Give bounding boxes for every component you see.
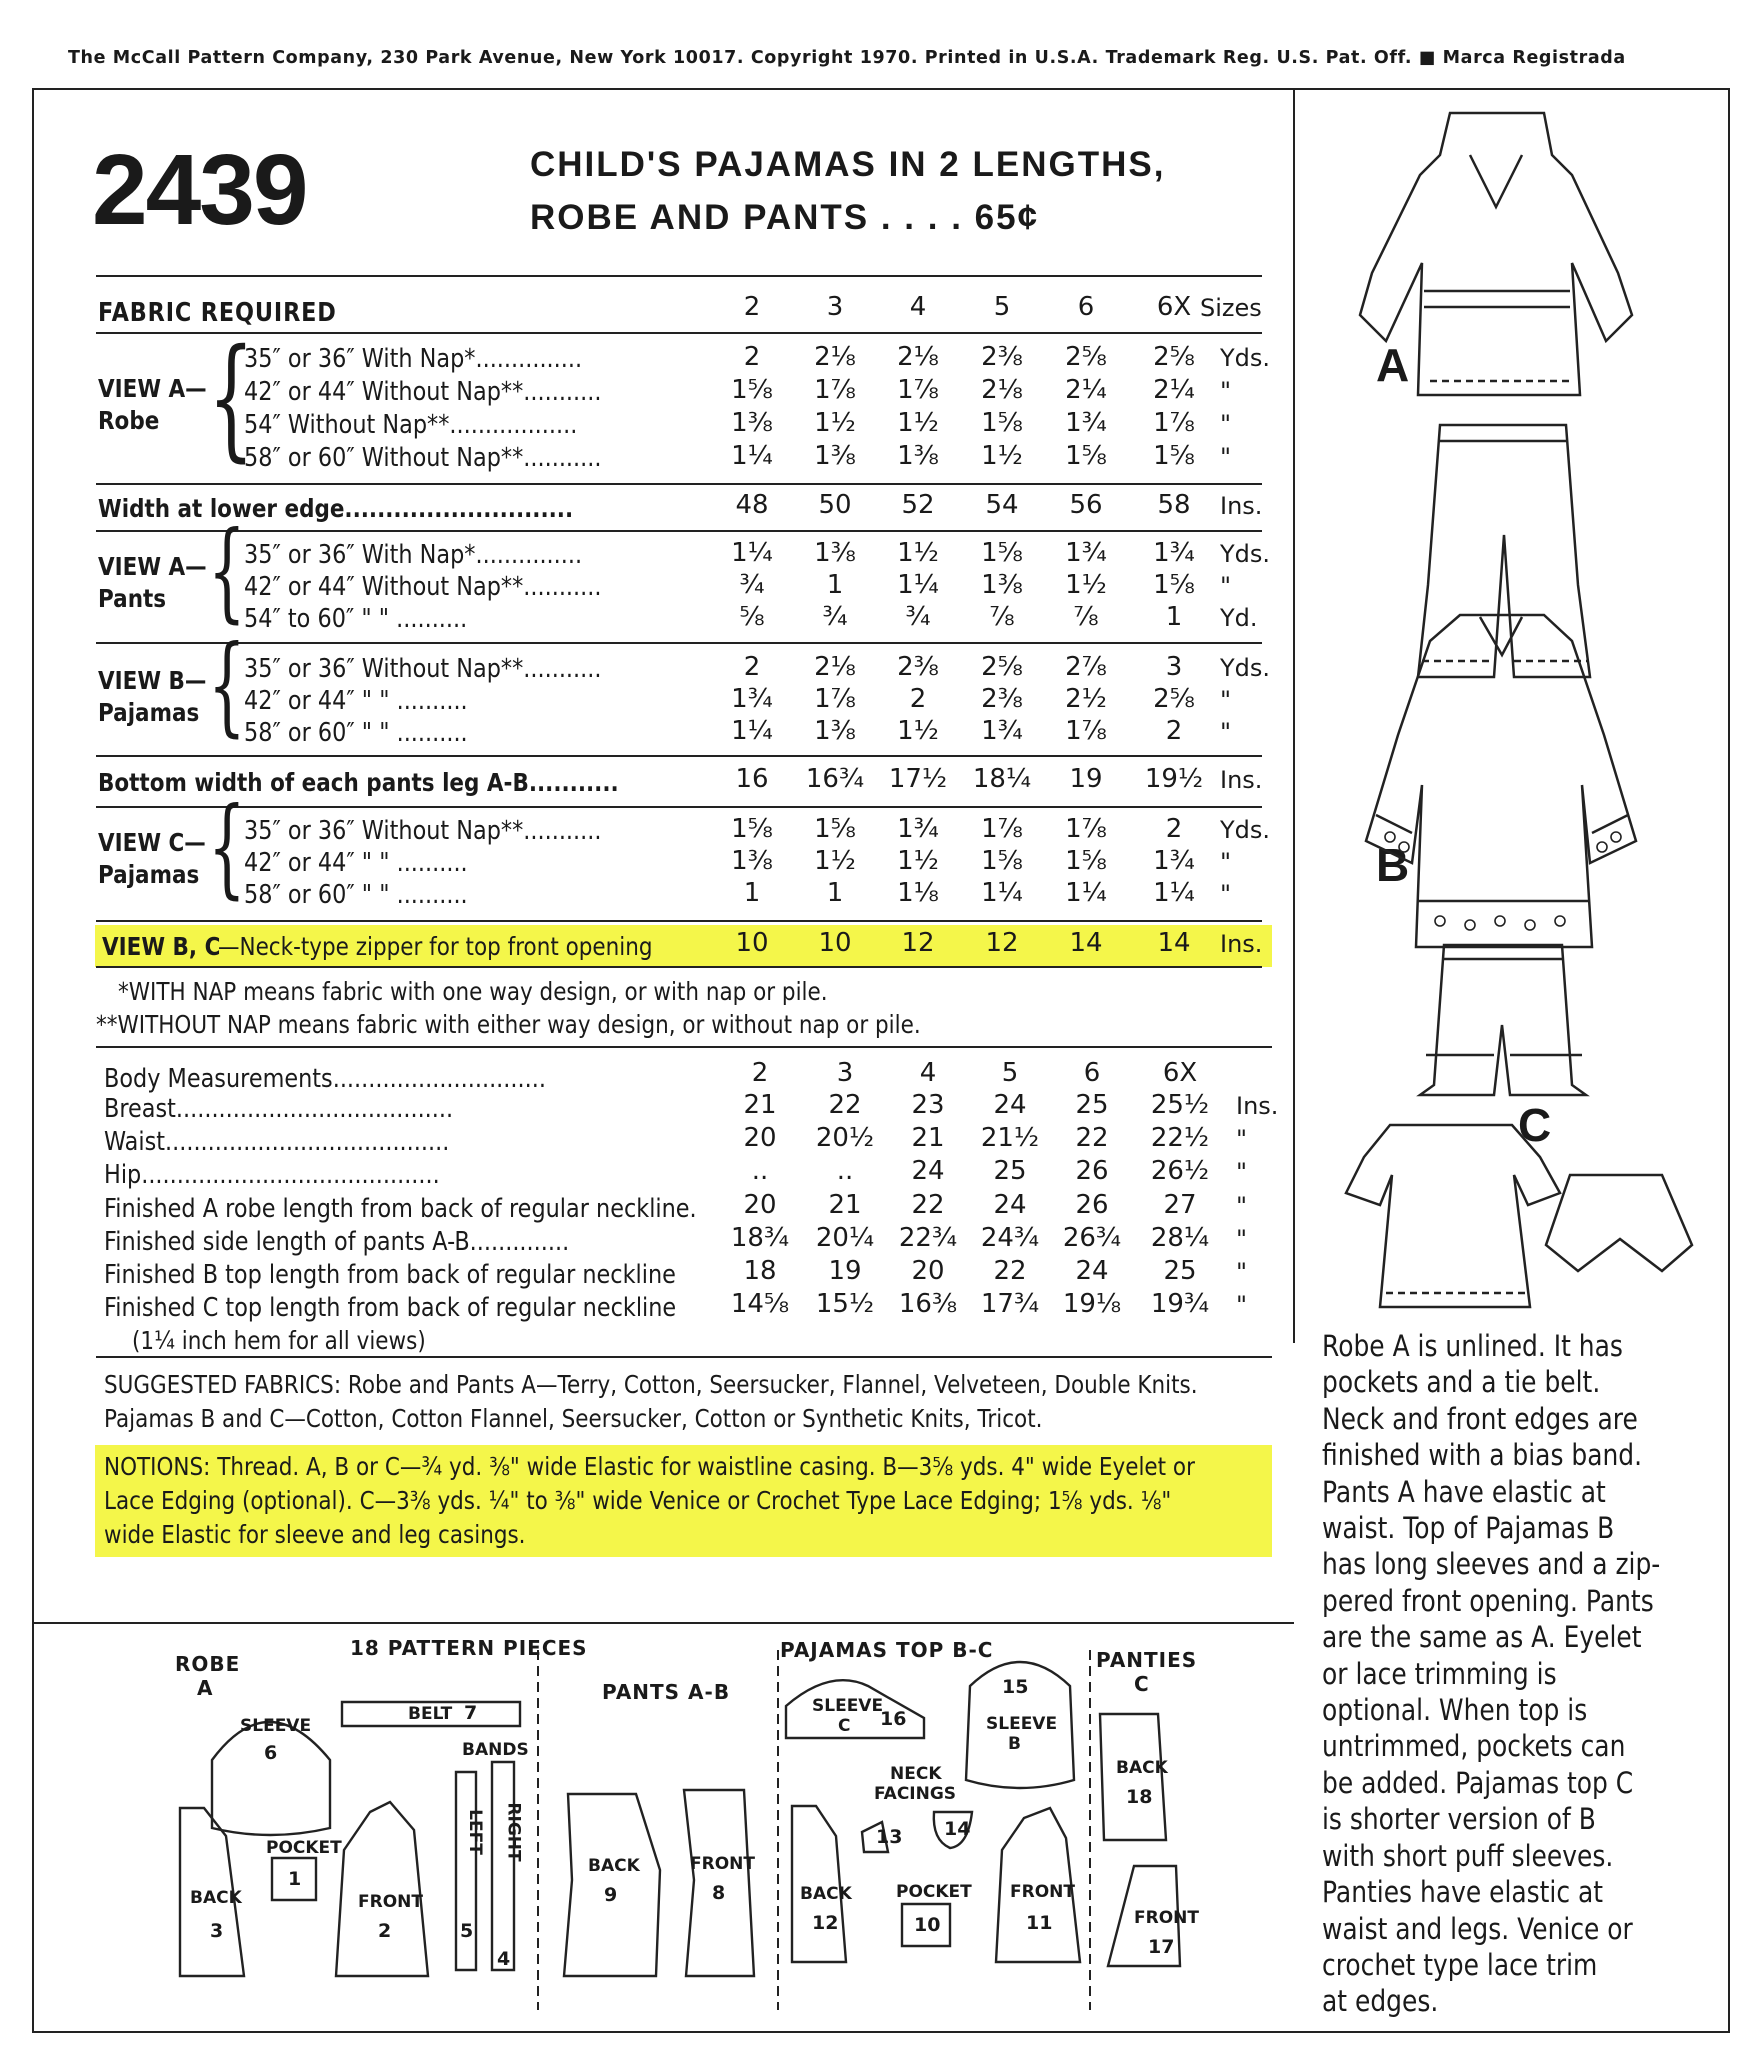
- robe-row-0-size-6X: 2⅝: [1153, 342, 1195, 372]
- description-line: Pants A have elastic at: [1322, 1474, 1606, 1509]
- pants-a-row-2-size-6X: 1: [1165, 602, 1183, 632]
- view-c-row-2-unit: ": [1220, 880, 1232, 908]
- publisher-line: The McCall Pattern Company, 230 Park Avenue, New York 10017. Copyright 1970. Printed in U.S.A. Trademark Reg. U.S. Pat. Off. ■ Marca Registrada: [68, 48, 1626, 68]
- zipper-unit: Ins.: [1220, 930, 1263, 958]
- view-b-row-1-size-4: 2: [909, 684, 927, 714]
- view-b-row-0-size-4: 2⅜: [897, 652, 939, 682]
- robe-label-2: Robe: [98, 406, 160, 435]
- sleeve-6-number: 6: [264, 1742, 278, 1764]
- description: [1322, 1328, 1682, 2020]
- robe-row-2-size-2: 1⅜: [731, 408, 773, 438]
- description-line: be added. Pajamas top C: [1322, 1765, 1634, 1800]
- view-b-row-1-size-2: 1¾: [731, 684, 773, 714]
- robe-row-3-size-5: 1½: [981, 441, 1023, 471]
- description-line: finished with a bias band.: [1322, 1438, 1643, 1473]
- robe-row-1-size-3: 1⅞: [814, 375, 856, 405]
- pants-a-row-2-size-4: ¾: [905, 602, 931, 632]
- neck-facing-14: 14: [944, 1818, 971, 1840]
- top-back-label: BACK: [800, 1884, 852, 1904]
- body-row-0-size-5: 24: [993, 1090, 1027, 1120]
- top-back-number: 12: [812, 1912, 839, 1934]
- body-row-6-size-5: 17¾: [980, 1289, 1040, 1320]
- view-b-row-label-2: 58″ or 60″ " " ..........: [244, 718, 468, 748]
- body-row-2-size-6: 26: [1075, 1156, 1109, 1187]
- pants-a-row-2-size-5: ⅞: [989, 602, 1015, 632]
- sleeve-c-label: SLEEVE: [812, 1696, 884, 1716]
- robe-row-1-size-5: 2⅛: [981, 375, 1023, 405]
- zipper-size-2: 10: [735, 928, 769, 958]
- pants-back-number: 9: [604, 1884, 618, 1906]
- description-line: is shorter version of B: [1322, 1802, 1596, 1837]
- body-row-2-size-6X: 26½: [1150, 1156, 1210, 1187]
- robe-label-1: VIEW A—: [98, 374, 207, 403]
- body-row-0-size-6X: 25½: [1150, 1090, 1210, 1120]
- neck-facings-label-2: FACINGS: [874, 1784, 957, 1804]
- body-row-3-size-2: 20: [743, 1189, 777, 1220]
- pants-a-row-label-2: 54″ to 60″ " " ..........: [244, 604, 468, 634]
- view-c-label-2: Pajamas: [98, 860, 200, 889]
- band-right-label: RIGHT: [503, 1802, 524, 1862]
- notions-2: Lace Edging (optional). C—3⅜ yds. ¼" to ⅜" wide Venice or Crochet Type Lace Edging; 1⅝ yds. ⅛": [104, 1486, 1172, 1515]
- title-line-1: CHILD'S PAJAMAS IN 2 LENGTHS,: [530, 145, 1166, 184]
- pants-a-row-2-size-3: ¾: [822, 602, 848, 632]
- view-b-row-label-1: 42″ or 44″ " " ..........: [244, 686, 468, 716]
- top-pocket-number: 10: [914, 1914, 941, 1936]
- pants-a-row-2-size-2: ⅝: [739, 602, 765, 632]
- robe-pocket-number: 1: [288, 1868, 302, 1890]
- width-label: Width at lower edge............................: [98, 494, 574, 523]
- pants-a-brace: {: [208, 509, 246, 634]
- view-c-row-0-size-2: 1⅝: [731, 814, 773, 844]
- body-row-0-unit: Ins.: [1236, 1092, 1279, 1120]
- pants-a-row-0-size-5: 1⅝: [981, 538, 1023, 568]
- robe-row-0-size-5: 2⅜: [981, 342, 1023, 372]
- body-size-2: 2: [751, 1058, 769, 1088]
- belt-number: 7: [464, 1702, 478, 1724]
- title-line-2: ROBE AND PANTS . . . . 65¢: [530, 198, 1040, 237]
- description-line: optional. When top is: [1322, 1693, 1588, 1728]
- panties-back-label: BACK: [1116, 1758, 1168, 1778]
- body-row-0-size-2: 21: [743, 1090, 777, 1120]
- robe-row-1-size-6: 2¼: [1065, 375, 1107, 405]
- view-b-row-0-size-3: 2⅛: [814, 652, 856, 682]
- pajama-top-b-drawing: [1366, 615, 1636, 947]
- body-row-3-size-6X: 27: [1163, 1189, 1197, 1220]
- view-c-row-1-size-4: 1½: [897, 846, 939, 876]
- sleeve-b-sub: B: [1008, 1734, 1021, 1754]
- view-c-row-1-size-6: 1⅝: [1065, 846, 1107, 876]
- view-c-brace: {: [208, 785, 246, 910]
- zipper-size-6: 14: [1069, 928, 1103, 958]
- body-row-5-size-4: 20: [911, 1256, 945, 1286]
- view-c-row-1-size-2: 1⅜: [731, 846, 773, 876]
- description-line: pockets and a tie belt.: [1322, 1365, 1601, 1400]
- body-row-2-size-2: ..: [751, 1156, 769, 1187]
- view-b-row-2-size-6: 1⅞: [1065, 716, 1107, 746]
- view-letter-b: B: [1376, 839, 1410, 891]
- description-line: at edges.: [1322, 1984, 1439, 2019]
- robe-front-label: FRONT: [358, 1892, 423, 1912]
- pants-a-row-1-size-3: 1: [826, 570, 844, 600]
- view-b-row-1-size-3: 1⅞: [814, 684, 856, 714]
- pants-a-row-0-size-2: 1¼: [731, 538, 773, 568]
- body-row-1-size-2: 20: [743, 1123, 777, 1154]
- view-c-row-1-size-5: 1⅝: [981, 846, 1023, 876]
- body-row-5-size-3: 19: [828, 1256, 862, 1286]
- view-c-row-2-size-2: 1: [743, 878, 761, 908]
- body-row-4-size-6: 26¾: [1062, 1222, 1122, 1253]
- robe-row-2-size-6: 1¾: [1065, 408, 1107, 438]
- view-c-row-label-0: 35″ or 36″ Without Nap**...........: [244, 816, 602, 846]
- robe-row-1-unit: ": [1220, 377, 1232, 405]
- body-row-4-size-3: 20¼: [815, 1222, 875, 1253]
- pants-front-number: 8: [712, 1882, 726, 1904]
- band-left-number: 5: [460, 1920, 474, 1942]
- bottom-width-size-6: 19: [1069, 764, 1103, 794]
- pants-back-label: BACK: [588, 1856, 640, 1876]
- body-row-3-size-5: 24: [993, 1189, 1027, 1220]
- pants-a-row-0-size-6X: 1¾: [1153, 538, 1195, 568]
- size-header-5: 5: [993, 292, 1011, 322]
- body-size-6X: 6X: [1162, 1058, 1198, 1088]
- view-b-row-2-size-3: 1⅜: [814, 716, 856, 746]
- body-row-3-size-4: 22: [911, 1189, 945, 1220]
- view-c-row-0-size-6: 1⅞: [1065, 814, 1107, 844]
- size-header-6: 6: [1077, 292, 1095, 322]
- width-unit: Ins.: [1220, 492, 1263, 520]
- neck-facings-label-1: NECK: [890, 1764, 942, 1784]
- bottom-width-unit: Ins.: [1220, 766, 1263, 794]
- body-row-5-unit: ": [1236, 1258, 1248, 1286]
- robe-row-label-0: 35″ or 36″ With Nap*...............: [244, 344, 583, 374]
- body-row-label-5: Finished B top length from back of regular neckline: [104, 1260, 676, 1290]
- pants-a-row-0-unit: Yds.: [1220, 540, 1271, 568]
- description-line: untrimmed, pockets can: [1322, 1729, 1626, 1764]
- body-row-6-unit: ": [1236, 1291, 1248, 1320]
- belt-label: BELT: [408, 1704, 453, 1724]
- pants-a-row-0-size-3: 1⅜: [814, 538, 856, 568]
- bottom-width-size-6X: 19½: [1144, 764, 1204, 794]
- body-row-4-unit: ": [1236, 1224, 1248, 1253]
- view-c-row-label-1: 42″ or 44″ " " ..........: [244, 848, 468, 878]
- pants-a-drawing: [1418, 425, 1590, 677]
- description-line: or lace trimming is: [1322, 1656, 1557, 1691]
- robe-row-3-size-3: 1⅜: [814, 441, 856, 471]
- zipper-size-5: 12: [985, 928, 1019, 958]
- body-row-label-0: Breast.......................................: [104, 1094, 454, 1124]
- neck-facing-13: 13: [876, 1826, 903, 1848]
- pattern-number: 2439: [92, 134, 307, 246]
- body-row-1-unit: ": [1236, 1125, 1248, 1154]
- pajamas-c-drawing: [1346, 1125, 1692, 1307]
- body-row-4-size-4: 22¾: [898, 1222, 958, 1253]
- view-b-row-1-size-6: 2½: [1065, 684, 1107, 714]
- pants-b-drawing: [1420, 945, 1586, 1095]
- view-b-row-0-unit: Yds.: [1220, 654, 1271, 682]
- view-b-brace: {: [208, 623, 246, 748]
- pants-a-row-label-0: 35″ or 36″ With Nap*...............: [244, 540, 583, 570]
- hem-note: (1¼ inch hem for all views): [132, 1326, 426, 1355]
- bottom-width-size-5: 18¼: [972, 764, 1032, 794]
- description-line: are the same as A. Eyelet: [1322, 1620, 1642, 1655]
- body-row-2-size-4: 24: [911, 1156, 945, 1187]
- view-b-row-2-size-2: 1¼: [731, 716, 773, 746]
- panties-label-2: C: [1134, 1672, 1150, 1696]
- view-c-row-2-size-3: 1: [826, 878, 844, 908]
- robe-back-number: 3: [210, 1920, 224, 1942]
- zipper-size-6X: 14: [1157, 928, 1191, 958]
- bands-label: BANDS: [462, 1740, 529, 1760]
- body-row-1-size-4: 21: [911, 1123, 945, 1154]
- description-line: crochet type lace trim: [1322, 1947, 1598, 1982]
- body-row-1-size-5: 21½: [980, 1123, 1040, 1154]
- width-size-2: 48: [735, 490, 769, 520]
- body-row-1-size-6: 22: [1075, 1123, 1109, 1154]
- view-letter-c: C: [1518, 1099, 1552, 1151]
- zipper-size-3: 10: [818, 928, 852, 958]
- robe-row-3-unit: ": [1220, 443, 1232, 471]
- pants-a-row-1-size-2: ¾: [739, 570, 765, 600]
- pants-a-row-1-unit: ": [1220, 572, 1232, 600]
- robe-row-2-size-6X: 1⅞: [1153, 408, 1195, 438]
- panties-label-1: PANTIES: [1096, 1648, 1198, 1672]
- top-pocket-label: POCKET: [896, 1882, 972, 1902]
- width-size-6: 56: [1069, 490, 1103, 520]
- view-b-label-1: VIEW B—: [98, 666, 207, 695]
- body-row-5-size-5: 22: [993, 1256, 1027, 1286]
- bottom-width-label: Bottom width of each pants leg A-B...........: [98, 768, 619, 797]
- view-b-row-2-size-6X: 2: [1165, 716, 1183, 746]
- pieces-count: 18 PATTERN PIECES: [350, 1636, 588, 1660]
- description-line: with short puff sleeves.: [1322, 1838, 1614, 1873]
- body-row-6-size-2: 14⅝: [730, 1289, 790, 1320]
- robe-row-label-2: 54″ Without Nap**..................: [244, 410, 578, 440]
- fabric-header: FABRIC REQUIRED: [98, 298, 337, 328]
- view-b-row-1-size-5: 2⅜: [981, 684, 1023, 714]
- view-b-row-2-size-5: 1¾: [981, 716, 1023, 746]
- notions-1: NOTIONS: Thread. A, B or C—¾ yd. ⅜" wide Elastic for waistline casing. B—3⅝ yds. 4" wide Eyelet or: [104, 1452, 1195, 1481]
- view-c-row-1-size-6X: 1¾: [1153, 846, 1195, 876]
- description-line: has long sleeves and a zip-: [1322, 1547, 1661, 1582]
- zipper-size-4: 12: [901, 928, 935, 958]
- bottom-width-size-4: 17½: [888, 764, 948, 794]
- width-size-4: 52: [901, 490, 935, 520]
- bottom-width-size-2: 16: [735, 764, 769, 794]
- sleeve-c-number: 16: [880, 1708, 907, 1730]
- width-size-6X: 58: [1157, 490, 1191, 520]
- robe-row-3-size-2: 1¼: [731, 441, 773, 471]
- body-row-label-3: Finished A robe length from back of regular neckline.: [104, 1193, 697, 1224]
- body-size-4: 4: [919, 1058, 937, 1088]
- view-letter-a: A: [1376, 339, 1410, 391]
- body-row-2-size-5: 25: [993, 1156, 1027, 1187]
- view-b-row-1-size-6X: 2⅝: [1153, 684, 1195, 714]
- pants-a-label-2: Pants: [98, 584, 167, 613]
- body-row-label-1: Waist........................................: [104, 1127, 450, 1158]
- body-row-5-size-2: 18: [743, 1256, 777, 1286]
- description-line: Panties have elastic at: [1322, 1875, 1604, 1910]
- sleeve-c-sub: C: [838, 1716, 851, 1736]
- robe-row-label-1: 42″ or 44″ Without Nap**...........: [244, 377, 602, 407]
- body-row-4-size-6X: 28¼: [1150, 1222, 1210, 1253]
- view-c-row-0-unit: Yds.: [1220, 816, 1271, 844]
- robe-row-3-size-4: 1⅜: [897, 441, 939, 471]
- view-c-row-label-2: 58″ or 60″ " " ..........: [244, 880, 468, 910]
- sizes-unit: Sizes: [1200, 294, 1262, 322]
- body-row-4-size-5: 24¾: [980, 1222, 1040, 1253]
- robe-row-2-size-3: 1½: [814, 408, 856, 438]
- robe-row-3-size-6X: 1⅝: [1153, 441, 1195, 471]
- body-row-1-size-3: 20½: [815, 1123, 875, 1154]
- robe-row-2-size-5: 1⅝: [981, 408, 1023, 438]
- robe-front-number: 2: [378, 1920, 392, 1942]
- band-left-label: LEFT: [464, 1809, 485, 1855]
- size-header-2: 2: [743, 292, 761, 322]
- view-c-label-1: VIEW C—: [98, 828, 206, 857]
- body-row-5-size-6X: 25: [1163, 1256, 1197, 1286]
- body-row-label-2: Hip..........................................: [104, 1160, 440, 1191]
- robe-row-2-unit: ": [1220, 410, 1232, 438]
- body-row-label-6: Finished C top length from back of regular neckline: [104, 1293, 677, 1324]
- body-row-4-size-2: 18¾: [730, 1222, 790, 1253]
- pants-label: PANTS A-B: [602, 1680, 731, 1704]
- pants-a-row-1-size-6X: 1⅝: [1153, 570, 1195, 600]
- body-row-6-size-3: 15½: [815, 1289, 875, 1320]
- pants-a-row-0-size-6: 1¾: [1065, 538, 1107, 568]
- robe-row-0-size-6: 2⅝: [1065, 342, 1107, 372]
- body-row-0-size-4: 23: [911, 1090, 945, 1120]
- view-b-row-0-size-5: 2⅝: [981, 652, 1023, 682]
- robe-row-1-size-2: 1⅝: [731, 375, 773, 405]
- view-b-row-2-size-4: 1½: [897, 716, 939, 746]
- sleeve-b-number: 15: [1002, 1676, 1029, 1698]
- body-row-5-size-6: 24: [1075, 1256, 1109, 1286]
- pants-front-label: FRONT: [690, 1854, 755, 1874]
- robe-row-1-size-4: 1⅞: [897, 375, 939, 405]
- pants-a-row-2-unit: Yd.: [1220, 604, 1258, 632]
- view-c-row-2-size-6X: 1¼: [1153, 878, 1195, 908]
- pants-a-row-2-size-6: ⅞: [1073, 602, 1099, 632]
- view-b-row-1-unit: ": [1220, 686, 1232, 714]
- band-right-number: 4: [497, 1948, 511, 1970]
- top-front-label: FRONT: [1010, 1882, 1075, 1902]
- width-size-3: 50: [818, 490, 852, 520]
- pajamas-top-label: PAJAMAS TOP B-C: [780, 1638, 994, 1662]
- view-b-row-2-unit: ": [1220, 718, 1232, 746]
- view-b-label-2: Pajamas: [98, 698, 200, 727]
- view-c-row-2-size-4: 1⅛: [897, 878, 939, 908]
- size-header-3: 3: [826, 292, 844, 322]
- zipper-label-bold: VIEW B, C: [102, 932, 221, 961]
- notions-3: wide Elastic for sleeve and leg casings.: [104, 1520, 526, 1549]
- body-row-2-size-3: ..: [836, 1156, 854, 1187]
- view-c-row-2-size-5: 1¼: [981, 878, 1023, 908]
- body-row-0-size-6: 25: [1075, 1090, 1109, 1120]
- description-line: Robe A is unlined. It has: [1322, 1329, 1623, 1363]
- body-row-3-size-6: 26: [1075, 1189, 1109, 1220]
- robe-row-1-size-6X: 2¼: [1153, 375, 1195, 405]
- robe-row-0-size-4: 2⅛: [897, 342, 939, 372]
- view-c-row-0-size-3: 1⅝: [814, 814, 856, 844]
- sleeve-b-label: SLEEVE: [986, 1714, 1058, 1734]
- nap-note-2: **WITHOUT NAP means fabric with either way design, or without nap or pile.: [96, 1010, 921, 1039]
- robe-row-0-unit: Yds.: [1220, 344, 1271, 372]
- robe-row-3-size-6: 1⅝: [1065, 441, 1107, 471]
- width-size-5: 54: [985, 490, 1019, 520]
- robe-label-1: ROBE: [175, 1652, 241, 1676]
- body-row-3-unit: ": [1236, 1191, 1248, 1220]
- body-row-1-size-6X: 22½: [1150, 1123, 1210, 1154]
- view-b-row-0-size-6: 2⅞: [1065, 652, 1107, 682]
- garment-illustrations: [1300, 95, 1720, 1335]
- suggested-fabrics-2: Pajamas B and C—Cotton, Cotton Flannel, Seersucker, Cotton or Synthetic Knits, Tricot.: [104, 1404, 1043, 1433]
- body-row-3-size-3: 21: [828, 1189, 862, 1220]
- nap-note-1: *WITH NAP means fabric with one way design, or with nap or pile.: [118, 977, 828, 1006]
- robe-back-label: BACK: [190, 1888, 242, 1908]
- view-c-row-1-unit: ": [1220, 848, 1232, 876]
- description-line: Neck and front edges are: [1322, 1401, 1638, 1436]
- panties-front-label: FRONT: [1134, 1908, 1199, 1928]
- robe-a-drawing: [1360, 113, 1632, 395]
- pants-a-label-1: VIEW A—: [98, 552, 207, 581]
- robe-label-2: A: [197, 1676, 214, 1700]
- pants-a-row-1-size-6: 1½: [1065, 570, 1107, 600]
- body-size-3: 3: [836, 1058, 854, 1088]
- sleeve-6-label: SLEEVE: [240, 1716, 312, 1736]
- description-line: pered front opening. Pants: [1322, 1583, 1654, 1618]
- pants-a-row-label-1: 42″ or 44″ Without Nap**...........: [244, 572, 602, 602]
- zipper-label: —Neck-type zipper for top front opening: [218, 932, 653, 961]
- panties-back-number: 18: [1126, 1786, 1153, 1808]
- view-c-row-1-size-3: 1½: [814, 846, 856, 876]
- pants-a-row-1-size-4: 1¼: [897, 570, 939, 600]
- body-row-0-size-3: 22: [828, 1090, 862, 1120]
- bottom-width-size-3: 16¾: [805, 764, 865, 794]
- view-c-row-0-size-4: 1¾: [897, 814, 939, 844]
- top-front-number: 11: [1026, 1912, 1053, 1934]
- panties-front-number: 17: [1148, 1936, 1175, 1958]
- robe-brace: {: [208, 321, 255, 475]
- robe-row-0-size-3: 2⅛: [814, 342, 856, 372]
- body-row-6-size-6: 19⅛: [1062, 1289, 1122, 1320]
- suggested-fabrics-1: SUGGESTED FABRICS: Robe and Pants A—Terry, Cotton, Seersucker, Flannel, Velveteen, Double Knits.: [104, 1370, 1198, 1399]
- robe-row-label-3: 58″ or 60″ Without Nap**...........: [244, 443, 602, 473]
- body-row-6-size-4: 16⅜: [898, 1289, 958, 1320]
- body-size-5: 5: [1001, 1058, 1019, 1088]
- pants-a-row-0-size-4: 1½: [897, 538, 939, 568]
- body-size-6: 6: [1083, 1058, 1101, 1088]
- robe-row-2-size-4: 1½: [897, 408, 939, 438]
- robe-row-0-size-2: 2: [743, 342, 761, 372]
- view-c-row-0-size-6X: 2: [1165, 814, 1183, 844]
- view-c-row-2-size-6: 1¼: [1065, 878, 1107, 908]
- view-c-row-0-size-5: 1⅞: [981, 814, 1023, 844]
- size-header-6X: 6X: [1156, 292, 1192, 322]
- body-row-label-4: Finished side length of pants A-B..............: [104, 1226, 570, 1257]
- view-b-row-0-size-2: 2: [743, 652, 761, 682]
- description-line: waist and legs. Venice or: [1322, 1911, 1633, 1946]
- body-row-2-unit: ": [1236, 1158, 1248, 1187]
- body-row-6-size-6X: 19¾: [1150, 1289, 1210, 1320]
- robe-pocket-label: POCKET: [266, 1838, 342, 1858]
- size-header-4: 4: [909, 292, 927, 322]
- body-header: Body Measurements..............................: [104, 1064, 546, 1094]
- view-b-row-label-0: 35″ or 36″ Without Nap**...........: [244, 654, 602, 684]
- description-line: waist. Top of Pajamas B: [1322, 1511, 1615, 1546]
- pants-a-row-1-size-5: 1⅜: [981, 570, 1023, 600]
- view-b-row-0-size-6X: 3: [1165, 652, 1183, 682]
